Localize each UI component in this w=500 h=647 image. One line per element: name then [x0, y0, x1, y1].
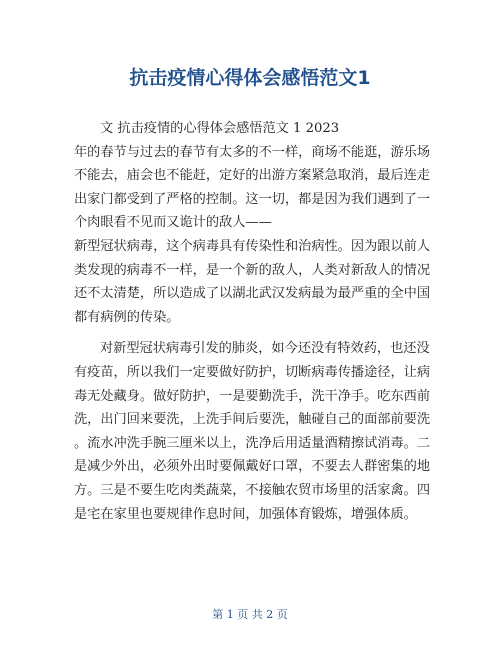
paragraph-4-line: 是宅在家里也要规律作息时间，加强体育锻炼，增强体质。: [74, 506, 417, 522]
paragraph-2-line: 年的春节与过去的春节有太多的不一样，商场不能逛，游乐场: [74, 144, 431, 160]
paragraph-4-line: 。流水冲洗手腕三厘米以上，洗净后用适量酒精擦试消毒。二: [74, 435, 431, 451]
document-body: [74, 117, 434, 526]
paragraph-2-line: 不能去，庙会也不能赶，定好的出游方案紧急取消，最后连走: [74, 168, 431, 184]
paragraph-4-line: 对新型冠状病毒引发的肺炎，如今还没有特效药，也还没: [100, 341, 430, 357]
paragraph-4-line: 方。三是不要生吃肉类蔬菜，不接触农贸市场里的活家禽。四: [74, 482, 431, 498]
paragraph-2-line: 个肉眼看不见而又诡计的敌人——: [74, 215, 272, 231]
paragraph-2-line: 出家门都受到了严格的控制。这一切，都是因为我们遇到了一: [74, 191, 431, 207]
paragraph-1-line: 文 抗击疫情的心得体会感悟范文 1 2023: [100, 121, 340, 136]
document-title: 抗击疫情心得体会感悟范文1: [129, 67, 371, 89]
page-indicator: 第 1 页 共 2 页: [212, 608, 288, 621]
paragraph-4-line: 洗，出门回来要洗，上洗手间后要洗，触碰自己的面部前要洗: [74, 412, 431, 428]
paragraph-gap: [74, 329, 434, 337]
paragraph-3-line: 都有病例的传染。: [74, 309, 180, 325]
paragraph-4-line: 毒无处藏身。做好防护，一是要勤洗手，洗干净手。吃东西前: [74, 388, 431, 404]
paragraph-3-line: 新型冠状病毒，这个病毒具有传染性和治病性。因为跟以前人: [74, 238, 431, 254]
paragraph-4-line: 有疫苗，所以我们一定要做好防护，切断病毒传播途径，让病: [74, 364, 431, 380]
paragraph-4-line: 是减少外出，必须外出时要佩戴好口罩，不要去人群密集的地: [74, 459, 431, 475]
paragraph-3-line: 还不太清楚，所以造成了以湖北武汉发病最为最严重的全中国: [74, 286, 431, 302]
paragraph-3-line: 类发现的病毒不一样，是一个新的敌人，人类对新敌人的情况: [74, 262, 431, 278]
